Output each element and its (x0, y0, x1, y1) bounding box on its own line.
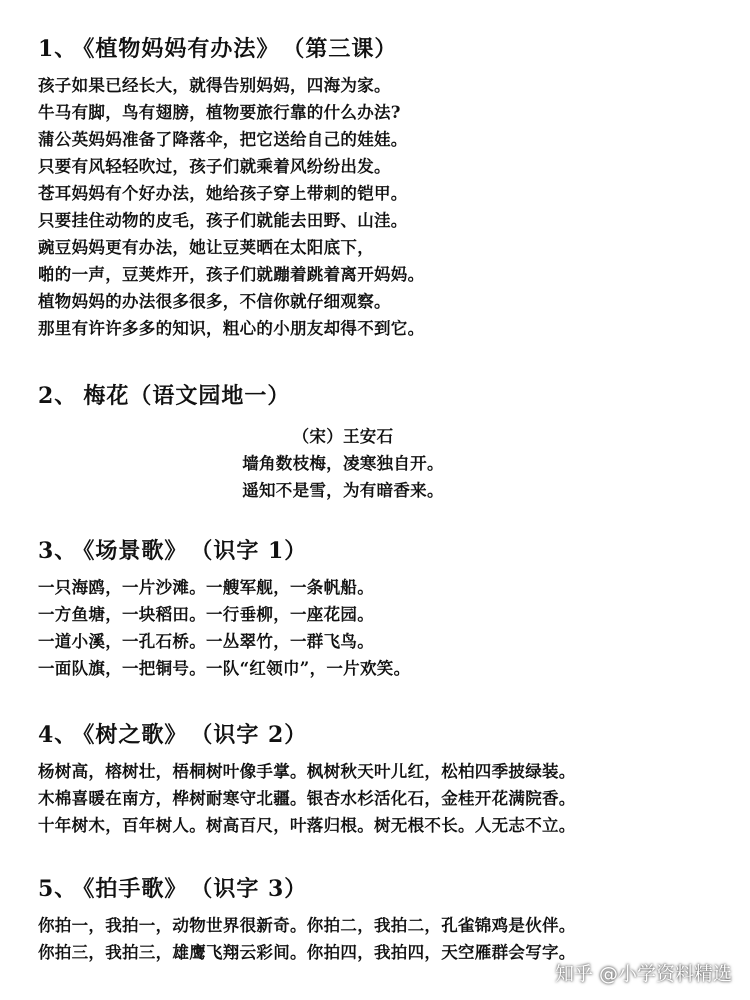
section-number: 3、 (38, 538, 78, 564)
text-line: 十年树木，百年树人。树高百尺，叶落归根。树无根不长。人无志不立。 (38, 816, 576, 835)
text-line: 啪的一声，豆荚炸开，孩子们就蹦着跳着离开妈妈。 (38, 265, 425, 284)
section-heading (38, 720, 730, 750)
text-line: 一方鱼塘，一块稻田。一行垂柳，一座花园。 (38, 605, 374, 624)
section-heading (38, 34, 730, 64)
text-lines (38, 72, 730, 342)
section-number: 4、 (38, 722, 78, 748)
text-line: 孩子如果已经长大，就得告别妈妈，四海为家。 (38, 76, 391, 95)
text-line: 苍耳妈妈有个好办法，她给孩子穿上带刺的铠甲。 (38, 184, 408, 203)
text-line: 木棉喜暖在南方，桦树耐寒守北疆。银杏水杉活化石，金桂开花满院香。 (38, 789, 576, 808)
section-title: 梅花 (83, 383, 130, 409)
text-line: 你拍一，我拍一，动物世界很新奇。你拍二，我拍二，孔雀锦鸡是伙伴。 (38, 916, 576, 935)
poem-author: （宋）王安石 (292, 427, 394, 446)
section-number: 1、 (38, 36, 78, 62)
text-line: 一面队旗，一把铜号。一队“红领巾”，一片欢笑。 (38, 659, 411, 678)
section-title: 《拍手歌》 (83, 876, 188, 902)
text-lines (38, 758, 730, 839)
text-line: 那里有许许多多的知识，粗心的小朋友却得不到它。 (38, 319, 425, 338)
text-line: 蒲公英妈妈准备了降落伞，把它送给自己的娃娃。 (38, 130, 408, 149)
text-line: 豌豆妈妈更有办法，她让豆荚晒在太阳底下， (38, 238, 374, 257)
section-heading (38, 536, 730, 566)
section-4 (38, 720, 730, 839)
text-line: 你拍三，我拍三，雄鹰飞翔云彩间。你拍四，我拍四，天空雁群会写字。 (38, 943, 576, 962)
section-subtitle: （语文园地一） (129, 383, 291, 409)
text-line: 一道小溪，一孔石桥。一丛翠竹，一群飞鸟。 (38, 632, 374, 651)
section-subtitle: （第三课） (293, 36, 398, 62)
section-2 (38, 381, 730, 504)
text-line: 牛马有脚，鸟有翅膀，植物要旅行靠的什么办法? (38, 103, 401, 122)
text-line: 一只海鸥，一片沙滩。一艘军舰，一条帆船。 (38, 578, 374, 597)
text-lines (38, 912, 730, 966)
text-lines (38, 574, 730, 682)
section-title: 《场景歌》 (83, 538, 188, 564)
section-3 (38, 536, 730, 682)
section-5 (38, 874, 730, 966)
text-line: 只要有风轻轻吹过，孩子们就乘着风纷纷出发。 (38, 157, 391, 176)
section-title: 《植物妈妈有办法》 (83, 36, 280, 62)
text-line: 杨树高，榕树壮，梧桐树叶像手掌。枫树秋天叶儿红，松柏四季披绿装。 (38, 762, 576, 781)
section-number: 2、 (38, 383, 78, 409)
section-subtitle: （识字 3） (201, 876, 308, 902)
text-line: 只要挂住动物的皮毛，孩子们就能去田野、山洼。 (38, 211, 408, 230)
poem-line: 遥知不是雪，为有暗香来。 (242, 481, 444, 500)
section-title: 《树之歌》 (83, 722, 188, 748)
watermark: 知乎 @小学资料精选 (554, 963, 732, 985)
poem-lines (38, 423, 648, 504)
section-heading (38, 874, 730, 904)
text-line: 植物妈妈的办法很多很多，不信你就仔细观察。 (38, 292, 391, 311)
poem-line: 墙角数枝梅，凌寒独自开。 (242, 454, 444, 473)
section-subtitle: （识字 2） (201, 722, 308, 748)
section-heading (38, 381, 730, 411)
section-1 (38, 34, 730, 342)
section-number: 5、 (38, 876, 78, 902)
section-subtitle: （识字 1） (201, 538, 308, 564)
